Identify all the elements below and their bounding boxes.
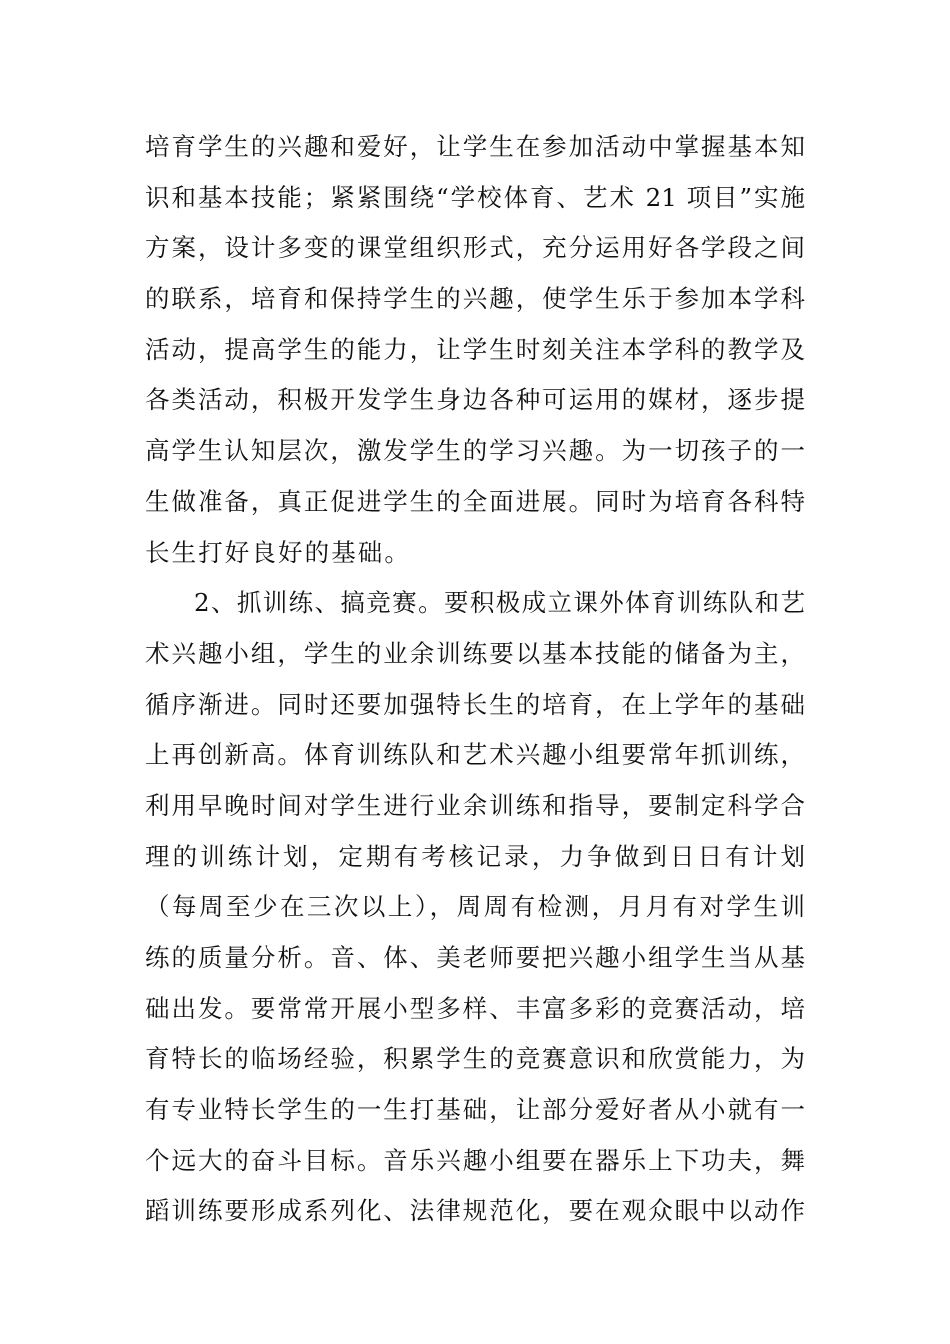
text-line: 循序渐进。同时还要加强特长生的培育，在上学年的基础 [145,689,805,719]
text-line: 生做准备，真正促进学生的全面进展。同时为培育各科特 [145,486,805,516]
text-line: 各类活动，积极开发学生身边各种可运用的媒材，逐步提 [145,385,805,415]
text-line: 活动，提高学生的能力，让学生时刻关注本学科的教学及 [145,334,805,364]
text-line: 识和基本技能；紧紧围绕“学校体育、艺术 21 项目”实施 [145,182,805,212]
text-line: 利用早晚时间对学生进行业余训练和指导，要制定科学合 [145,790,805,820]
text-line: 高学生认知层次，激发学生的学习兴趣。为一切孩子的一 [145,436,805,466]
text-line: 育特长的临场经验，积累学生的竞赛意识和欣赏能力，为 [145,1044,805,1074]
text-line: 培育学生的兴趣和爱好，让学生在参加活动中掌握基本知 [145,132,805,161]
text-line: 有专业特长学生的一生打基础，让部分爱好者从小就有一 [145,1095,805,1125]
paragraph-2 [145,583,805,1242]
text-line: （每周至少在三次以上），周周有检测，月月有对学生训 [145,892,805,922]
text-line-indented: 2、抓训练、搞竞赛。要积极成立课外体育训练队和艺 [194,588,805,618]
text-line: 蹈训练要形成系列化、法律规范化，要在观众眼中以动作 [145,1196,805,1226]
text-line: 理的训练计划，定期有考核记录，力争做到日日有计划 [145,841,805,871]
text-line: 础出发。要常常开展小型多样、丰富多彩的竞赛活动，培 [145,993,805,1023]
text-line: 的联系，培育和保持学生的兴趣，使学生乐于参加本学科 [145,284,805,314]
text-line: 练的质量分析。音、体、美老师要把兴趣小组学生当从基 [145,943,805,972]
text-line: 个远大的奋斗目标。音乐兴趣小组要在器乐上下功夫，舞 [145,1145,805,1175]
text-line: 上再创新高。体育训练队和艺术兴趣小组要常年抓训练， [145,740,805,770]
paragraph-1 [145,127,805,583]
document-body [145,127,805,1242]
text-line-last: 长生打好良好的基础。 [145,537,411,567]
text-line: 术兴趣小组，学生的业余训练要以基本技能的储备为主， [145,638,805,668]
text-line: 方案，设计多变的课堂组织形式，充分运用好各学段之间 [145,233,805,263]
